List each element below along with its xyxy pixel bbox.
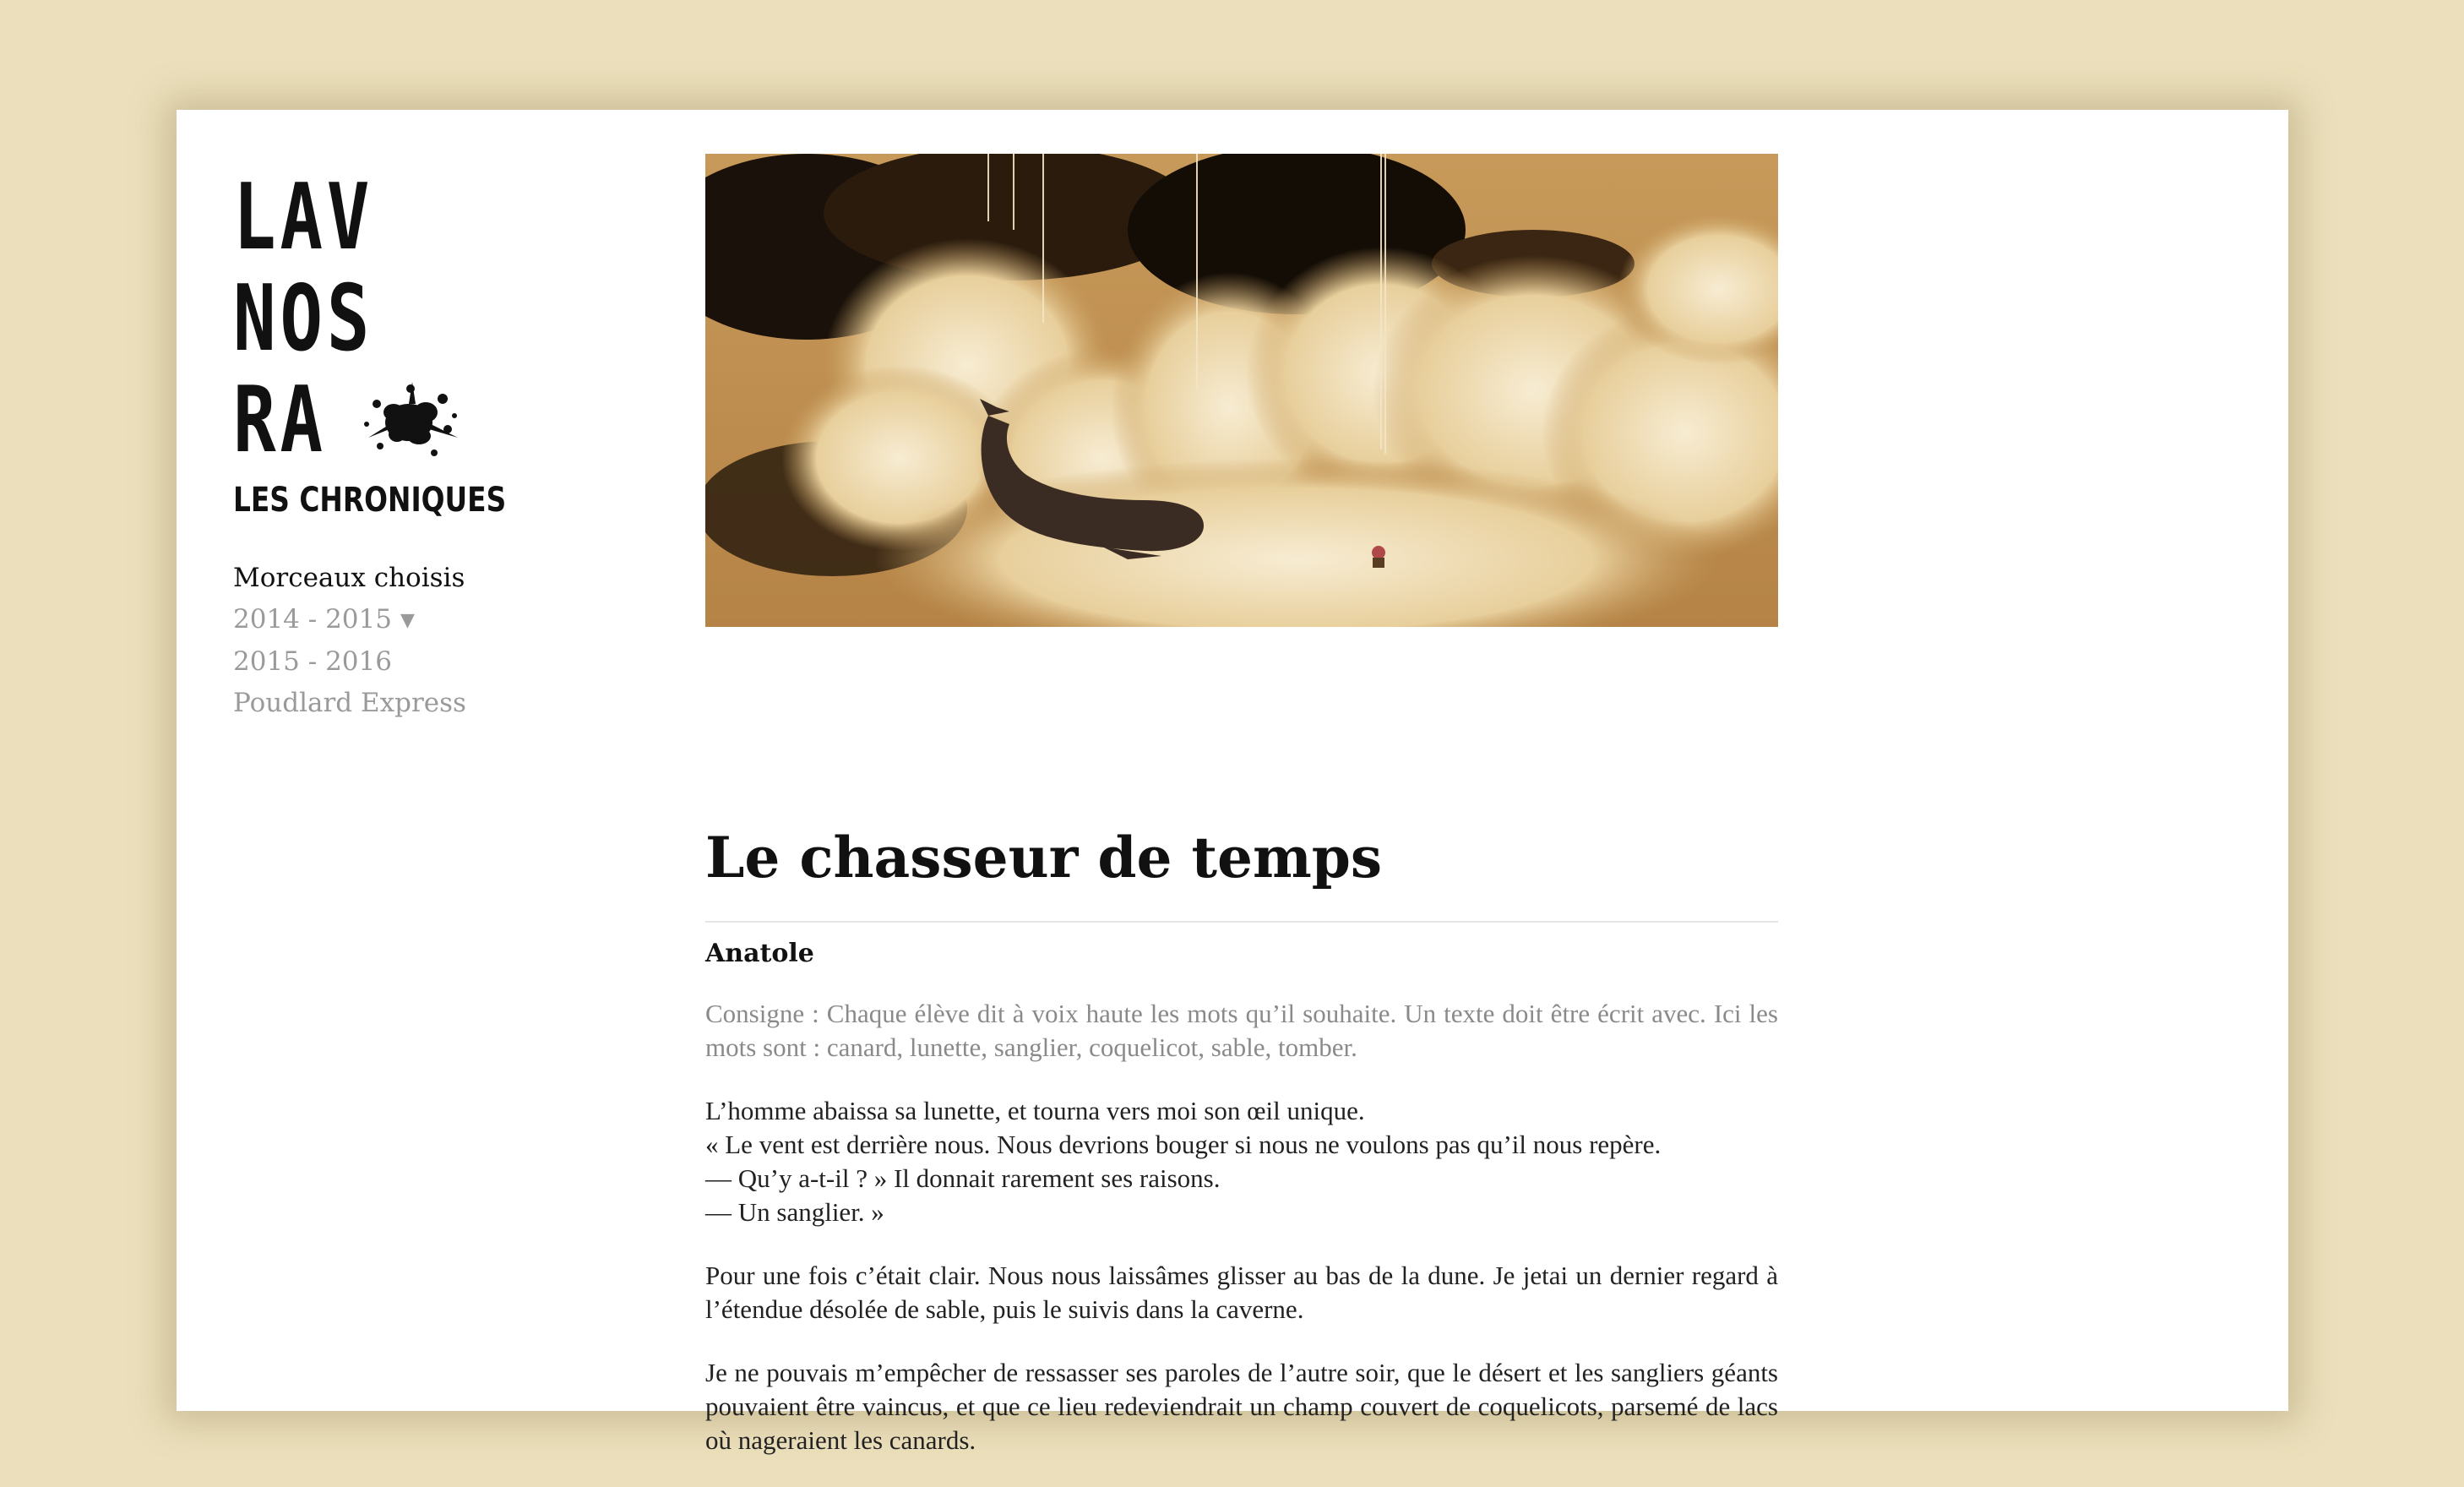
paragraph-line: L’homme abaissa sa lunette, et tourna vers moi son œil unique. <box>705 1096 1365 1125</box>
nav-item-2015-2016[interactable] <box>233 641 466 683</box>
article-paragraph-2: Pour une fois c’était clair. Nous nous laissâmes glisser au bas de la dune. Je jetai un dernier regard à l’étendue désolée de sable, puis le suivis dans la caverne. <box>705 1261 1778 1324</box>
nav-item-2014-2015[interactable] <box>233 599 466 641</box>
article-author: Anatole <box>705 939 814 968</box>
title-divider <box>705 921 1778 923</box>
logo-subtitle: LES CHRONIQUES <box>233 481 507 520</box>
site-logo[interactable] <box>233 165 507 520</box>
logo-line-3: RA <box>233 368 327 473</box>
logo-line-2: NOS <box>233 266 374 372</box>
nav-item-morceaux-choisis[interactable] <box>233 558 466 599</box>
article-body <box>705 997 1778 1487</box>
article-paragraph-1 <box>705 1094 1778 1229</box>
article-consigne: Consigne : Chaque élève dit à voix haute les mots qu’il souhaite. Un texte doit être écrit avec. Ici les mots sont : canard, lunette, sanglier, coquelicot, sable, tomber. <box>705 999 1778 1062</box>
paragraph-line: — Un sanglier. » <box>705 1197 884 1227</box>
article-title: Le chasseur de temps <box>705 825 1383 891</box>
page <box>177 110 2288 1455</box>
hero-image <box>705 154 1778 627</box>
logo-line-1: LAV <box>233 165 374 270</box>
ink-splat-icon <box>360 379 461 463</box>
triangle-down-icon[interactable]: ▼ <box>400 610 415 631</box>
nav-item-label: 2014 - 2015 <box>233 604 392 635</box>
sidebar-nav <box>233 558 466 724</box>
article-paragraph-3: Je ne pouvais m’empêcher de ressasser ses paroles de l’autre soir, que le désert et les sangliers géants pouvaient être vaincus, et que ce lieu redeviendrait un champ couvert de coquelicots, parsemé de lacs où nageraient les canards. <box>705 1358 1778 1455</box>
nav-item-label: Poudlard Express <box>233 688 466 718</box>
nav-item-label: Morceaux choisis <box>233 563 465 593</box>
balloon-basket <box>1372 546 1385 568</box>
paragraph-line: — Qu’y a-t-il ? » Il donnait rarement ses raisons. <box>705 1163 1221 1193</box>
nav-item-poudlard-express[interactable] <box>233 683 466 724</box>
nav-item-label: 2015 - 2016 <box>233 646 392 677</box>
paragraph-line: « Le vent est derrière nous. Nous devrions bouger si nous ne voulons pas qu’il nous repère. <box>705 1130 1662 1159</box>
